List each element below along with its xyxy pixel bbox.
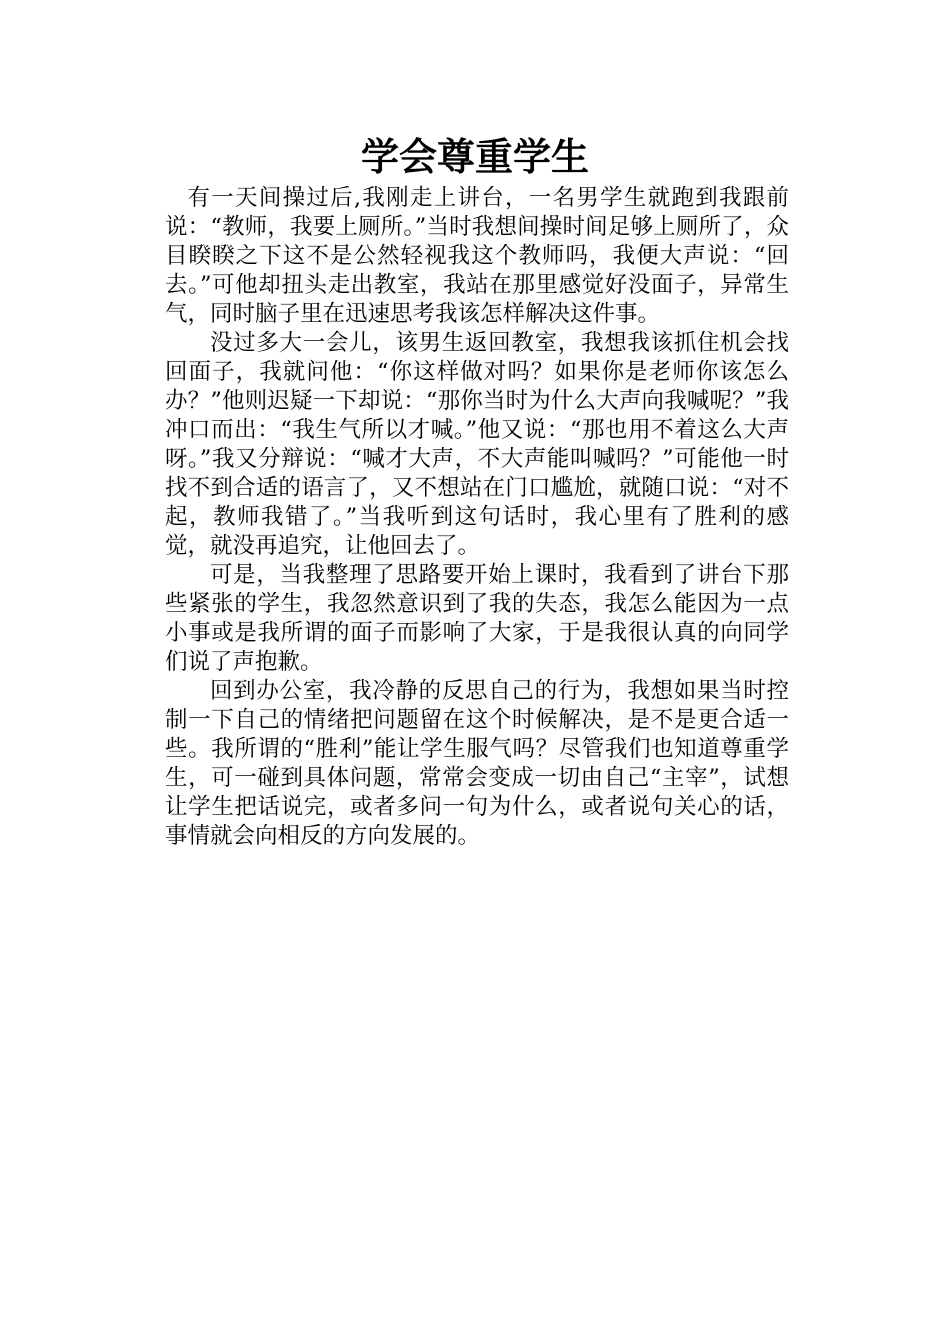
document-title: 学会尊重学生	[360, 134, 589, 179]
paragraph-3: 可是，当我整理了思路要开始上课时，我看到了讲台下那些紧张的学生，我忽然意识到了我的失态，我怎么能因为一点小事或是我所谓的面子而影响了大家，于是我很认真的向同学们说了声抱歉。	[165, 562, 789, 675]
paragraph-1: 有一天间操过后,我刚走上讲台，一名男学生就跑到我跟前说：“教师，我要上厕所。”当时我想间操时间足够上厕所了，众目睽睽之下这不是公然轻视我这个教师吗，我便大声说：“回去。”可他却扭头走出教室，我站在那里感觉好没面子，异常生气，同时脑子里在迅速思考我该怎样解决这件事。	[165, 185, 789, 327]
document-body	[165, 184, 789, 851]
paragraph-2: 没过多大一会儿，该男生返回教室，我想我该抓住机会找回面子，我就问他：“你这样做对吗？如果你是老师你该怎么办？”他则迟疑一下却说：“那你当时为什么大声向我喊呢？”我冲口而出：“我生气所以才喊。”他又说：“那也用不着这么大声呀。”我又分辩说：“喊才大声，不大声能叫喊吗？”可能他一时找不到合适的语言了，又不想站在门口尴尬，就随口说：“对不起，教师我错了。”当我听到这句话时，我心里有了胜利的感觉，就没再追究，让他回去了。	[165, 330, 789, 559]
paragraph-4: 回到办公室，我冷静的反思自己的行为，我想如果当时控制一下自己的情绪把问题留在这个时候解决，是不是更合适一些。我所谓的“胜利”能让学生服气吗？尽管我们也知道尊重学生，可一碰到具体问题，常常会变成一切由自己“主宰”，试想让学生把话说完，或者多问一句为什么，或者说句关心的话，事情就会向相反的方向发展的。	[165, 678, 789, 849]
